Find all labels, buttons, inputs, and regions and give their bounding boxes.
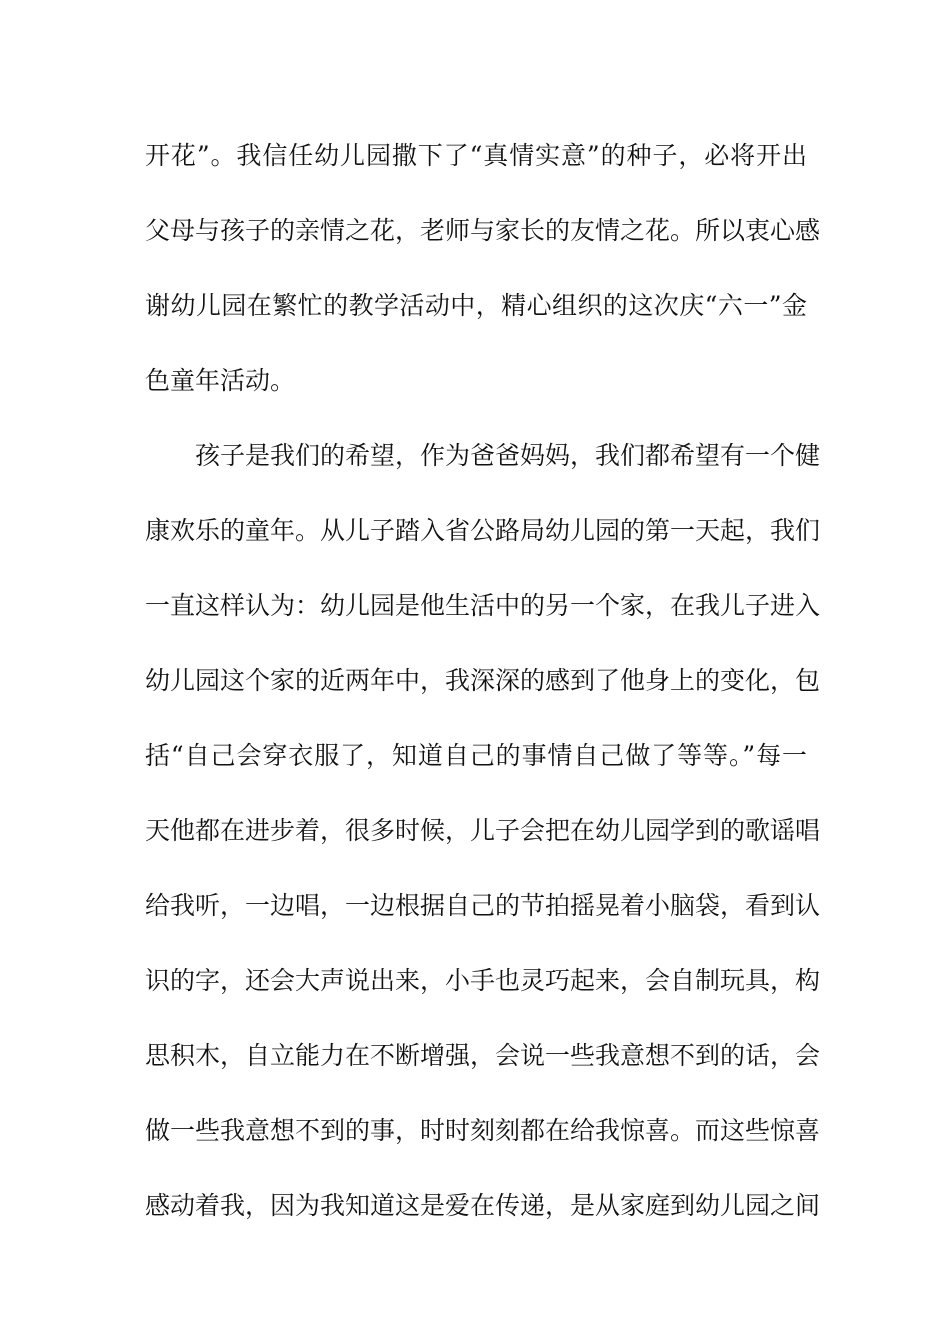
- text-line: 孩子是我们的希望，作为爸爸妈妈，我们都希望有一个健: [195, 441, 821, 470]
- text-line: 思积木，自立能力在不断增强，会说一些我意想不到的话，会: [145, 1041, 821, 1070]
- text-line: 感动着我，因为我知道这是爱在传递，是从家庭到幼儿园之间: [145, 1191, 821, 1220]
- text-line: 父母与孩子的亲情之花，老师与家长的友情之花。所以衷心感: [145, 216, 821, 245]
- text-line: 谢幼儿园在繁忙的教学活动中，精心组织的这次庆“六一”金: [145, 291, 807, 320]
- text-line: 幼儿园这个家的近两年中，我深深的感到了他身上的变化，包: [145, 666, 821, 695]
- text-line: 做一些我意想不到的事，时时刻刻都在给我惊喜。而这些惊喜: [145, 1116, 821, 1145]
- text-line: 识的字，还会大声说出来，小手也灵巧起来，会自制玩具，构: [145, 966, 821, 995]
- text-line: 康欢乐的童年。从儿子踏入省公路局幼儿园的第一天起，我们: [145, 516, 821, 545]
- text-line: 一直这样认为：幼儿园是他生活中的另一个家，在我儿子进入: [145, 591, 821, 620]
- text-line: 天他都在进步着，很多时候，儿子会把在幼儿园学到的歌谣唱: [145, 816, 821, 845]
- document-body: [145, 118, 821, 1243]
- text-line: 色童年活动。: [145, 366, 296, 395]
- text-line: 括“自己会穿衣服了，知道自己的事情自己做了等等。”每一: [145, 741, 807, 770]
- text-line: 给我听，一边唱，一边根据自己的节拍摇晃着小脑袋，看到认: [145, 891, 821, 920]
- text-line: 开花”。我信任幼儿园撒下了“真情实意”的种子，必将开出: [145, 141, 807, 170]
